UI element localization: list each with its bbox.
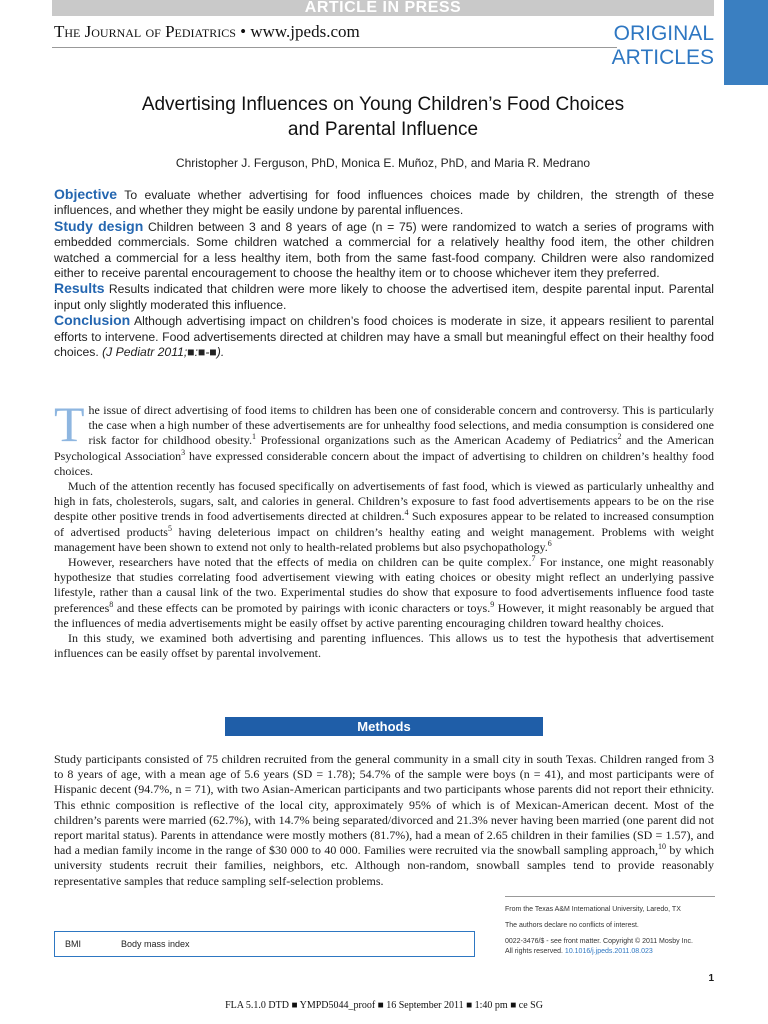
title-line-1: Advertising Influences on Young Children’s Food Choices bbox=[141, 94, 625, 115]
category-line-2: ARTICLES bbox=[611, 46, 714, 69]
header-bullet: • bbox=[240, 22, 247, 41]
ref-link[interactable]: 1 bbox=[251, 432, 256, 442]
intro-text: he issue of direct advertising of food items to children has been one of considerable concern and controversy. This is particularly the case when a high number of these advertisements are for unhealthy food selections, and media consumption is considered one risk factor for childhood obesity. bbox=[88, 403, 714, 448]
ref-link[interactable]: 8 bbox=[109, 599, 114, 609]
intro-paragraph-2 bbox=[54, 479, 714, 555]
results-text: Results indicated that children were more likely to choose the advertised item, despite parental input. Parental input only slightly moderated this influence. bbox=[54, 282, 714, 312]
article-notes bbox=[505, 896, 715, 957]
conclusion-text: Although advertising impact on children’s food choices is moderate in size, it appears resilient to parental efforts to intervene. Food advertisements directed at children may have a small but meaningful effect on their healthy food choices. bbox=[54, 314, 714, 360]
intro-text: and these effects can be promoted by pairings with iconic characters or toys. bbox=[113, 600, 491, 615]
article-category bbox=[612, 22, 714, 70]
intro-text: Much of the attention recently has focused specifically on advertisements of fast food, which is viewed as particularly unhealthy and high in fats, cholesterols, sugars, salt, and calories in general. Children’s exposure to fast food advertisements appears to be on the rise despite other positive trends in food advertisements directed at children. bbox=[54, 479, 714, 524]
abstract-objective bbox=[54, 187, 714, 219]
intro-text: having deleterious impact on children’s healthy eating and weight management. Problems with weight management have been shown to extend not only to health-related problems but also psychopathology. bbox=[54, 524, 715, 554]
abstract-conclusion bbox=[54, 313, 714, 360]
header-rule bbox=[52, 47, 617, 48]
methods-text: by which university students recruit their families, neighbors, etc. Although non-random, snowball samples tend to provide reasonably representative samples that reduce sampling self-selection problems. bbox=[54, 843, 714, 888]
intro-text: and the American Psychological Association bbox=[54, 433, 714, 463]
methods-paragraph bbox=[54, 752, 714, 889]
intro-text: Such exposures appear to be related to increased consumption of advertised products bbox=[54, 509, 714, 539]
intro-text: For instance, one might reasonably hypothesize that studies correlating food advertisement viewing with eating choices or obesity might reflect an underlying passive lifestyle, rather than a causal link of the two. Experimental studies do show that exposure to food advertisements influence food taste preferences bbox=[54, 555, 715, 615]
intro-paragraph-1 bbox=[54, 396, 714, 479]
intro-text: have expressed considerable concern about the impact of advertising to children on children’s healthy food choices. bbox=[54, 448, 714, 478]
introduction bbox=[54, 396, 715, 661]
abstract bbox=[54, 187, 714, 360]
intro-paragraph-4: In this study, we examined both advertising and parenting influences. This allows us to test the hypothesis that advertisement influences can be easily offset by parental involvement. bbox=[54, 631, 714, 661]
section-color-tab bbox=[724, 0, 768, 85]
conclusion-heading: Conclusion bbox=[54, 312, 131, 329]
page-number: 1 bbox=[708, 973, 714, 984]
methods-heading: Methods bbox=[225, 717, 543, 736]
rights-note bbox=[505, 947, 715, 957]
ref-link[interactable]: 3 bbox=[181, 447, 186, 457]
intro-text: However, it might reasonably be argued that the influences of media advertisements might be easily offset by active parenting encouraging children toward healthy choices. bbox=[54, 600, 715, 630]
author-list: Christopher J. Ferguson, PhD, Monica E. Muñoz, PhD, and Maria R. Medrano bbox=[175, 156, 591, 170]
methods-text: Study participants consisted of 75 children recruited from the general community in a small city in south Texas. Children ranged from 3 to 8 years of age, with a mean age of 5.6 years (SD = 1.78); 54.7% of the sample were boys (n = 41), and most participants were of Hispanic decent (94.7%, n = 71), with two Asian-American participants and two participants whose parents did not report their ethnicity. This ethnic composition is reflective of the local city, approximately 95% of which is of Mexican-American decent. Most of the children’s parents were married (62.7%), with 14.7% being separated/divorced and 21.3% never having been married (one parent did not report marital status). Parents in attendance were mostly mothers (81.7%), had a mean of 2.65 children in their families (SD = 1.57), and had a median family income in the range of $30 000 to 40 000. Families were recruited via the snowball sampling approach, bbox=[54, 752, 714, 858]
journal-header bbox=[54, 22, 360, 42]
proof-footer: FLA 5.1.0 DTD ■ YMPD5044_proof ■ 16 September 2011 ■ 1:40 pm ■ ce SG bbox=[225, 1000, 543, 1011]
methods-section bbox=[54, 752, 714, 889]
copyright-note: 0022-3476/$ - see front matter. Copyright © 2011 Mosby Inc. bbox=[505, 938, 693, 945]
ref-link[interactable]: 2 bbox=[617, 432, 622, 442]
drop-cap: T bbox=[54, 396, 85, 452]
abbreviation-box bbox=[54, 931, 475, 957]
article-title bbox=[52, 92, 714, 142]
intro-text: Professional organizations such as the American Academy of Pediatrics bbox=[255, 433, 618, 448]
abbreviation-term: BMI bbox=[65, 939, 82, 949]
results-heading: Results bbox=[54, 280, 105, 297]
journal-name: The Journal of Pediatrics bbox=[54, 22, 236, 41]
ref-link[interactable]: 4 bbox=[404, 508, 409, 518]
intro-text: However, researchers have noted that the effects of media on children can be quite complex. bbox=[68, 555, 532, 570]
abstract-design bbox=[54, 219, 714, 282]
article-in-press-banner: ARTICLE IN PRESS bbox=[52, 0, 714, 16]
design-heading: Study design bbox=[54, 217, 144, 234]
ref-link[interactable]: 6 bbox=[547, 538, 552, 548]
ref-link[interactable]: 7 bbox=[531, 554, 536, 564]
objective-heading: Objective bbox=[54, 186, 118, 202]
conflict-note: The authors declare no conflicts of interest. bbox=[505, 922, 639, 929]
title-line-2: and Parental Influence bbox=[287, 119, 479, 140]
ref-link[interactable]: 10 bbox=[658, 842, 667, 852]
journal-url[interactable]: www.jpeds.com bbox=[250, 22, 360, 41]
abbreviation-definition: Body mass index bbox=[121, 939, 190, 949]
rights-text: All rights reserved. bbox=[505, 948, 565, 955]
affiliation-note: From the Texas A&M International University, Laredo, TX bbox=[505, 906, 681, 913]
ref-link[interactable]: 9 bbox=[490, 599, 495, 609]
doi-link[interactable]: 10.1016/j.jpeds.2011.08.023 bbox=[564, 948, 653, 955]
design-text: Children between 3 and 8 years of age (n = 75) were randomized to watch a series of programs with embedded commercials. Some children watched a commercial for a relatively healthy food item, the other children watched a commercial for a less healthy item, both from the same fast-food company. Children were also randomized either to receive parental encouragement to choose the healthy item or to choose whichever item they preferred. bbox=[54, 219, 714, 281]
ref-link[interactable]: 5 bbox=[167, 523, 172, 533]
abstract-results bbox=[54, 281, 714, 313]
citation: (J Pediatr 2011;■:■-■). bbox=[102, 345, 225, 360]
objective-text: To evaluate whether advertising for food influences choices made by children, the strength of these influences, and whether they might be easily undone by parental influences. bbox=[54, 188, 714, 218]
intro-paragraph-3 bbox=[54, 555, 714, 631]
category-line-1: ORIGINAL bbox=[613, 22, 714, 45]
